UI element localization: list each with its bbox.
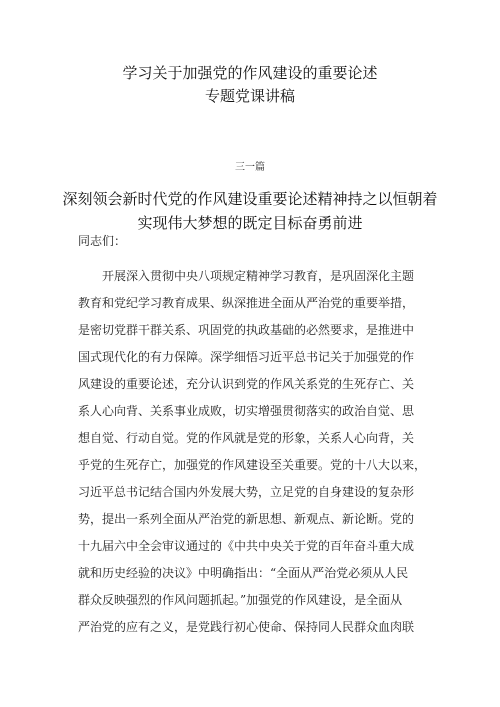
body-line: 群众反映强烈的作风问题抓起。”加强党的作风建设，是全面从 [78,593,403,607]
body-line: 教育和党纪学习教育成果、纵深推进全面从严治党的重要举措， [78,296,415,310]
body-line: 就和历史经验的决议》中明确指出：“全面从严治党必须从人民 [78,566,409,580]
section-label: 三一篇 [235,162,265,173]
subtitle-line-1: 深刻领会新时代党的作风建设重要论述精神持之以恒朝着 [62,190,438,208]
body-line: 系人心向背、关系事业成败，切实增强贯彻落实的政治自觉、思 [78,404,415,418]
subtitle-line-2: 实现伟大梦想的既定目标奋勇前进 [137,214,363,232]
body-line: 势，提出一系列全面从严治党的新思想、新观点、新论断。党的 [78,512,415,526]
body-line: 乎党的生死存亡，加强党的作风建设至关重要。党的十八大以来， [78,458,427,472]
body-line: 国式现代化的有力保障。深学细悟习近平总书记关于加强党的作 [78,350,415,364]
body-line: 习近平总书记结合国内外发展大势，立足党的自身建设的复杂形 [78,485,415,499]
document-title-line-1: 学习关于加强党的作风建设的重要论述 [122,64,378,82]
body-line: 风建设的重要论述，充分认识到党的作风关系党的生死存亡、关 [78,377,415,391]
body-line: 想自觉、行动自觉。党的作风就是党的形象，关系人心向背，关 [78,431,415,445]
body-line: 开展深入贯彻中央八项规定精神学习教育，是巩固深化主题 [102,269,415,283]
salutation: 同志们： [78,234,127,248]
body-line: 是密切党群干群关系、巩固党的执政基础的必然要求，是推进中 [78,323,415,337]
body-line: 严治党的应有之义，是党践行初心使命、保持同人民群众血肉联 [78,620,415,634]
body-line: 十九届六中全会审议通过的《中共中央关于党的百年奋斗重大成 [78,539,415,553]
document-title-line-2: 专题党课讲稿 [204,87,295,105]
